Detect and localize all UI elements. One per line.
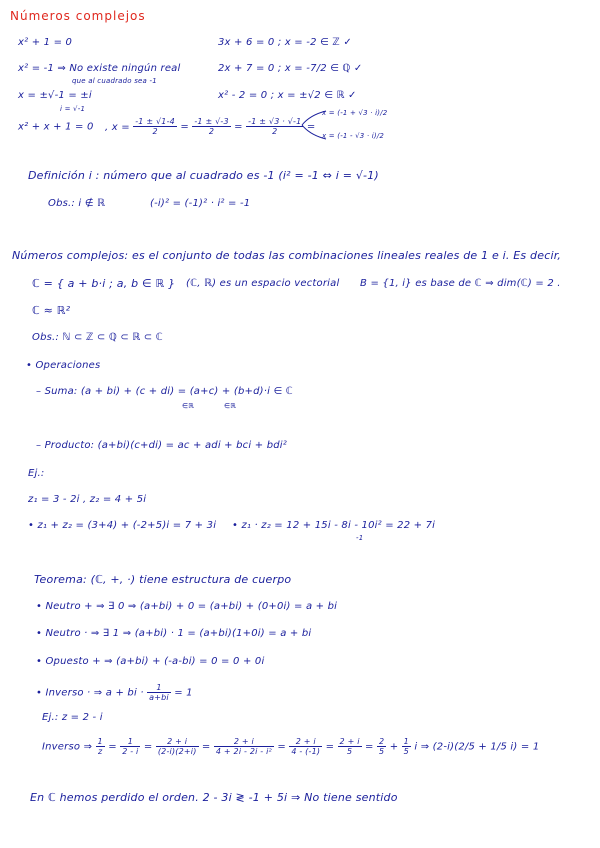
observation-minus-i-squared: (-i)² = (-1)² · i² = -1 xyxy=(150,198,251,209)
fraction-numerator: 2 xyxy=(379,737,385,746)
fraction-denominator: z xyxy=(97,747,103,756)
neutral-sum: • Neutro + ⇒ ∃ 0 ⇒ (a+bi) + 0 = (a+bi) + (0+0i) = a + bi xyxy=(36,601,338,612)
fraction-discriminant xyxy=(133,117,177,136)
fraction-step-1 xyxy=(96,737,105,756)
solution-plus: x = (-1 + √3 · i)/2 xyxy=(322,109,388,117)
equals-sign: = xyxy=(180,121,189,133)
fraction-denominator: 4 - (-1) xyxy=(291,747,321,756)
fraction-denominator: 2 - i xyxy=(122,747,139,756)
fraction-numerator: 1 xyxy=(147,683,171,693)
fraction-inverse xyxy=(147,683,171,702)
order-lost-note: En ℂ hemos perdido el orden. 2 - 3i ≷ -1 + 5i ⇒ No tiene sentido xyxy=(30,791,398,804)
equals-sign: = xyxy=(234,121,243,133)
quadratic-lhs: x² + x + 1 = 0 xyxy=(18,121,94,133)
fraction-denominator: 2 xyxy=(208,127,215,136)
fraction-numerator: 1 xyxy=(403,737,409,746)
fraction-numerator: 2 + i xyxy=(339,737,360,746)
definition-i: Definición i : número que al cuadrado es -1 (i² = -1 ⇔ i = √-1) xyxy=(28,169,379,182)
quadratic-x-eq: , x = xyxy=(104,121,130,133)
example-product: • z₁ · z₂ = 12 + 15i - 8i - 10i² = 22 + 7i xyxy=(232,520,436,531)
isomorphism: ℂ ≈ ℝ² xyxy=(32,304,71,317)
equation-real: x² - 2 = 0 ; x = ±√2 ∈ ℝ ✓ xyxy=(218,90,357,101)
example-label: Ej.: xyxy=(28,468,45,479)
imag-part-mark: ∈ℝ xyxy=(224,402,237,410)
fraction-denominator: 5 xyxy=(379,747,385,756)
set-inclusion: Obs.: ℕ ⊂ ℤ ⊂ ℚ ⊂ ℝ ⊂ ℂ xyxy=(32,332,163,343)
opposite-sum: • Opuesto + ⇒ (a+bi) + (-a-bi) = 0 = 0 + 0i xyxy=(36,656,265,667)
observation-i-not-real: Obs.: i ∉ ℝ xyxy=(48,198,106,209)
fraction-numerator: 2 + i xyxy=(214,737,274,747)
inverse-label: Inverso ⇒ xyxy=(42,741,93,753)
inverse-rhs: = 1 xyxy=(174,687,193,699)
note-no-real: que al cuadrado sea -1 xyxy=(72,77,157,85)
fraction-denominator: 5 xyxy=(346,747,353,756)
theorem-field: Teorema: (ℂ, +, ·) tiene estructura de cuerpo xyxy=(34,573,292,586)
equation-quadratic xyxy=(18,117,315,136)
complex-set: ℂ = { a + b·i ; a, b ∈ ℝ } xyxy=(32,277,176,290)
sum-operation: – Suma: (a + bi) + (c + di) = (a+c) + (b+d)·i ∈ ℂ xyxy=(36,386,293,397)
fraction-step-6 xyxy=(338,737,362,756)
fraction-root-minus-3 xyxy=(192,117,230,136)
inverse-product xyxy=(36,683,193,702)
equation-sqrt-minus-1: x = ±√-1 = ±i xyxy=(18,90,92,101)
vector-space: (ℂ, ℝ) es un espacio vectorial xyxy=(186,278,340,289)
fraction-denominator: 2 xyxy=(152,127,158,136)
fraction-denominator: 5 xyxy=(403,747,409,756)
i-squared-note: -1 xyxy=(356,534,364,542)
neutral-product: • Neutro · ⇒ ∃ 1 ⇒ (a+bi) · 1 = (a+bi)(1+0i) = a + bi xyxy=(36,628,312,639)
product-operation: – Producto: (a+bi)(c+di) = ac + adi + bci + bdi² xyxy=(36,440,287,451)
fraction-numerator: 2 + i xyxy=(289,737,322,747)
fraction-numerator: -1 ± √3 · √-1 xyxy=(248,117,302,126)
fraction-step-2 xyxy=(120,737,140,756)
fraction-numerator: 2 + i xyxy=(156,737,199,747)
fraction-numerator: 1 xyxy=(97,737,103,746)
equals-sign: = xyxy=(306,121,316,133)
page-title: Números complejos xyxy=(10,9,146,23)
fraction-denominator: (2-i)(2+i) xyxy=(157,747,197,756)
equation-integer: 3x + 6 = 0 ; x = -2 ∈ ℤ ✓ xyxy=(218,37,352,48)
fraction-numerator: 1 xyxy=(120,737,140,747)
real-part-mark: ∈ℝ xyxy=(182,402,195,410)
inverse-calculation: Inverso ⇒ $\frac{1}{z}$ = $\frac{1}{2 - i}$ = $\frac{2 + i}{(2-i)(2+i)}$ = $\frac{2 + i}{\text{4 + 2i - 2i - i²}}$ = $\frac{2 + i}{4 - (-1)}$ = $\frac{2 + i}{5}$ = $\frac{2}{5}$ + $\frac{1}{5}$ i ⇒ (2-i)(2/5 + 1/5 i) = 1 xyxy=(42,737,540,756)
basis-dimension: B = {1, i} es base de ℂ ⇒ dim(ℂ) = 2 . xyxy=(360,278,561,289)
fraction-step-7 xyxy=(377,737,386,756)
fraction-numerator: -1 ± √1-4 xyxy=(135,117,175,126)
fraction-step-4 xyxy=(214,737,274,756)
operations-heading: • Operaciones xyxy=(26,360,101,371)
fraction-numerator: -1 ± √-3 xyxy=(194,117,229,126)
inverse-check: i ⇒ (2-i)(2/5 + 1/5 i) = 1 xyxy=(414,741,540,753)
note-i-definition: i = √-1 xyxy=(60,105,86,113)
example-sum: • z₁ + z₂ = (3+4) + (-2+5)i = 7 + 3i xyxy=(28,520,217,531)
fraction-step-8 xyxy=(402,737,411,756)
plus-sign: + xyxy=(389,741,399,753)
inverse-example-label: Ej.: z = 2 - i xyxy=(42,712,103,723)
fraction-root-3-i xyxy=(246,117,303,136)
fraction-denominator: 2 xyxy=(272,127,278,136)
fraction-step-5 xyxy=(289,737,322,756)
inverse-lhs: • Inverso · ⇒ a + bi · xyxy=(36,687,144,699)
equation-x2-minus-1: x² = -1 ⇒ No existe ningún real xyxy=(18,63,181,74)
fraction-denominator: 4 + 2i - 2i - i² xyxy=(215,747,272,756)
complex-definition: Números complejos: es el conjunto de todas las combinaciones lineales reales de 1 e i. Es decir, xyxy=(12,249,562,262)
fraction-step-3 xyxy=(156,737,199,756)
fraction-denominator: a+bi xyxy=(149,693,169,702)
equation-x2-plus-1: x² + 1 = 0 xyxy=(18,37,73,48)
example-z-values: z₁ = 3 - 2i , z₂ = 4 + 5i xyxy=(28,494,147,505)
solution-minus: x = (-1 - √3 · i)/2 xyxy=(322,132,385,140)
equation-rational: 2x + 7 = 0 ; x = -7/2 ∈ ℚ ✓ xyxy=(218,63,363,74)
